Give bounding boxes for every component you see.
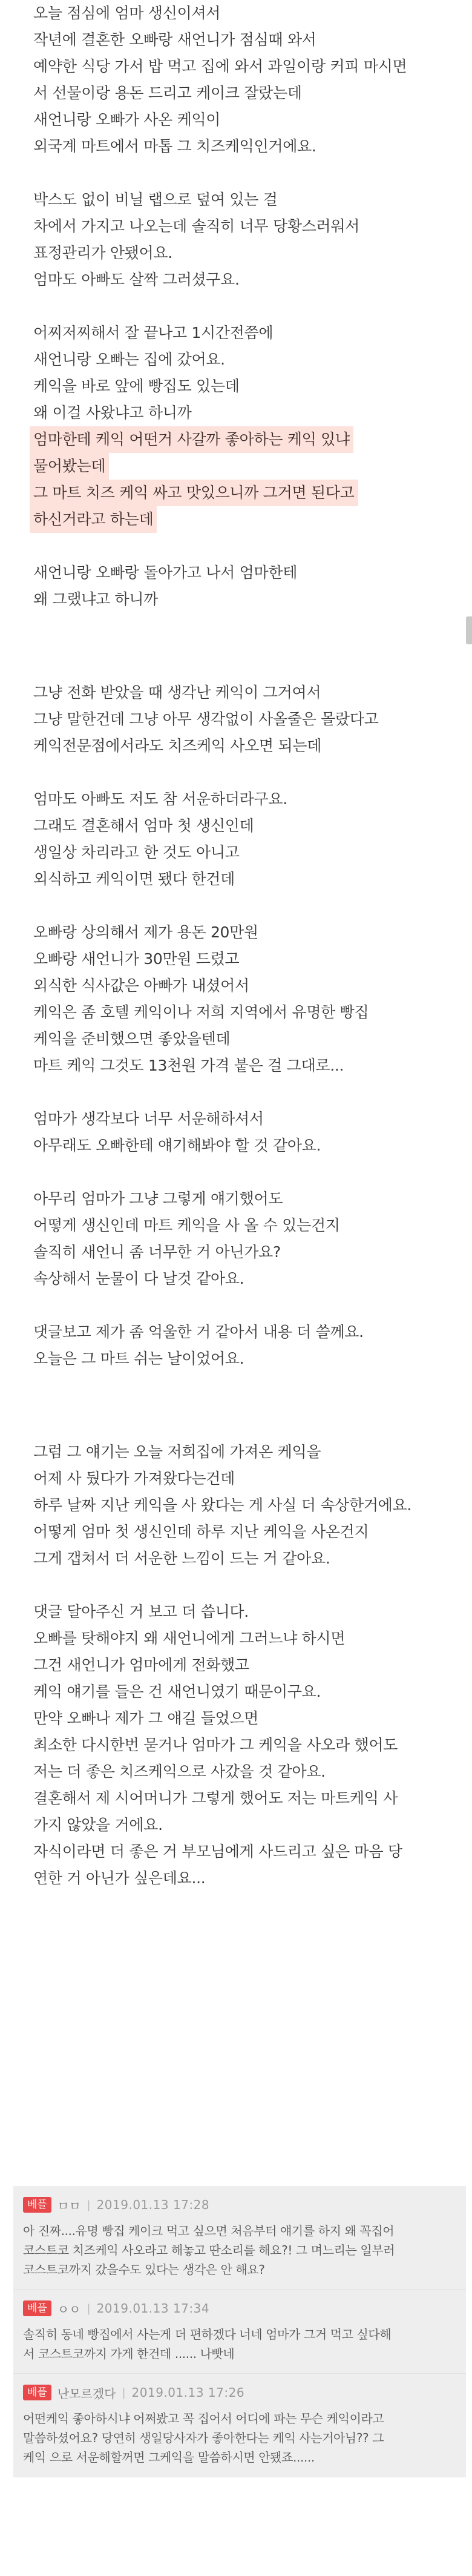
divider: | bbox=[87, 2198, 91, 2211]
post-line: 케익을 바로 앞에 빵집도 있는데 bbox=[33, 377, 240, 395]
comment-date: 2019.01.13 17:34 bbox=[96, 2301, 210, 2316]
comment-date: 2019.01.13 17:28 bbox=[96, 2198, 210, 2212]
paragraph-4 bbox=[33, 560, 451, 613]
post-line: 그건 새언니가 엄마에게 전화했고 bbox=[33, 1656, 249, 1674]
highlighted-line: 하신거라고 하는데 bbox=[30, 506, 157, 533]
post-line: 새언니랑 오빠가 사온 케익이 bbox=[33, 111, 221, 128]
paragraph-7 bbox=[33, 919, 451, 1079]
post-line: 마트 케익 그것도 13천원 가격 붙은 걸 그대로... bbox=[33, 1057, 344, 1074]
post-line: 어찌저찌해서 잘 끝나고 1시간전쯤에 bbox=[33, 324, 274, 342]
comment-date: 2019.01.13 17:26 bbox=[131, 2385, 245, 2400]
paragraph-gap bbox=[33, 759, 451, 786]
post-line: 하루 날짜 지난 케익을 사 왔다는 게 사실 더 속상한거에요. bbox=[33, 1496, 412, 1514]
paragraph-11 bbox=[33, 1439, 451, 1572]
scroll-marker[interactable] bbox=[466, 616, 472, 644]
post-line: 차에서 가지고 나오는데 솔직히 너무 당황스러워서 bbox=[33, 217, 360, 235]
post-line: 솔직히 새언니 좀 너무한 거 아닌가요? bbox=[33, 1243, 281, 1261]
highlighted-line: 그 마트 치즈 케익 싸고 맛있으니까 그거면 된다고 bbox=[30, 480, 358, 506]
post-line: 자식이라면 더 좋은 거 부모님에게 사드리고 싶은 마음 당 bbox=[33, 1843, 402, 1860]
post-line: 케익을 준비했으면 좋았을텐데 bbox=[33, 1030, 231, 1048]
divider: | bbox=[87, 2302, 91, 2315]
post-line: 케익전문점에서라도 치즈케익 사오면 되는데 bbox=[33, 737, 322, 755]
post-line: 오늘 점심에 엄마 생신이셔서 bbox=[33, 4, 221, 22]
comment-text bbox=[23, 2325, 456, 2363]
paragraph-gap bbox=[33, 1292, 451, 1319]
post-line: 어떻게 생신인데 마트 케익을 사 올 수 있는건지 bbox=[33, 1217, 340, 1234]
best-badge: 베플 bbox=[23, 2385, 51, 2400]
paragraph-5 bbox=[33, 679, 451, 759]
paragraph-6 bbox=[33, 786, 451, 893]
post-line: 속상해서 눈물이 다 날것 같아요. bbox=[33, 1270, 244, 1287]
paragraph-gap bbox=[33, 639, 451, 679]
comment-line: 말씀하셨어요? 당연히 생일당사자가 좋아한다는 케익 사는거아님?? 그 bbox=[23, 2431, 384, 2445]
post-body bbox=[33, 0, 451, 1892]
paragraph-9 bbox=[33, 1186, 451, 1292]
post-line: 오빠를 탓해야지 왜 새언니에게 그러느냐 하시면 bbox=[33, 1630, 346, 1647]
post-line: 새언니랑 오빠랑 돌아가고 나서 엄마한테 bbox=[33, 564, 298, 581]
post-line: 새언니랑 오빠는 집에 갔어요. bbox=[33, 351, 225, 368]
paragraph-gap bbox=[33, 160, 451, 187]
post-line: 아무래도 오빠한테 얘기해봐야 할 것 같아요. bbox=[33, 1137, 321, 1154]
post-line: 엄마도 아빠도 저도 참 서운하더라구요. bbox=[33, 790, 287, 808]
paragraph-8 bbox=[33, 1106, 451, 1159]
best-badge: 베플 bbox=[23, 2197, 51, 2213]
post-line: 오빠랑 상의해서 제가 용돈 20만원 bbox=[33, 923, 258, 941]
post-line: 생일상 차리라고 한 것도 아니고 bbox=[33, 844, 240, 861]
paragraph-gap bbox=[33, 1572, 451, 1599]
paragraph-gap bbox=[33, 613, 451, 639]
post-line: 케익은 좀 호텔 케익이나 저희 지역에서 유명한 빵집 bbox=[33, 1003, 369, 1021]
paragraph-gap bbox=[33, 1399, 451, 1439]
comment-text bbox=[23, 2409, 456, 2467]
post-line: 케익 얘기를 들은 건 새언니였기 때문이구요. bbox=[33, 1683, 321, 1700]
post-line: 댓글 달아주신 거 보고 더 씁니다. bbox=[33, 1603, 249, 1620]
post-line: 왜 그랬냐고 하니까 bbox=[33, 590, 159, 608]
comment-item bbox=[13, 2290, 466, 2374]
highlighted-line: 물어봤는데 bbox=[30, 453, 109, 480]
post-line: 그래도 결혼해서 엄마 첫 생신인데 bbox=[33, 817, 254, 834]
best-comments bbox=[13, 2186, 466, 2477]
paragraph-gap bbox=[33, 1372, 451, 1399]
post-line: 왜 이걸 사왔냐고 하니까 bbox=[33, 404, 192, 421]
paragraph-12 bbox=[33, 1599, 451, 1892]
post-line: 연한 거 아닌가 싶은데요... bbox=[33, 1869, 206, 1887]
best-badge: 베플 bbox=[23, 2300, 51, 2316]
comment-line: 코스트코 치즈케익 사오라고 해놓고 딴소리를 해요?! 그 며느리는 일부러 bbox=[23, 2243, 395, 2257]
post-line: 아무리 엄마가 그냥 그렇게 얘기했어도 bbox=[33, 1190, 283, 1207]
post-line: 결혼해서 제 시어머니가 그렇게 했어도 저는 마트케익 사 bbox=[33, 1789, 398, 1807]
paragraph-gap bbox=[33, 293, 451, 320]
comment-author[interactable]: 난모르겠다 bbox=[57, 2386, 116, 2401]
paragraph-gap bbox=[33, 893, 451, 919]
post-line: 만약 오빠나 제가 그 얘길 들었으면 bbox=[33, 1709, 259, 1727]
post-line: 그게 갭쳐서 더 서운한 느낌이 드는 거 같아요. bbox=[33, 1550, 330, 1567]
post-line: 엄마도 아빠도 살짝 그러셨구요. bbox=[33, 271, 240, 288]
paragraph-10 bbox=[33, 1319, 451, 1372]
comment-text bbox=[23, 2221, 456, 2279]
post-line: 어떻게 엄마 첫 생신인데 하루 지난 케익을 사온건지 bbox=[33, 1523, 369, 1541]
paragraph-gap bbox=[33, 1079, 451, 1106]
comment-item bbox=[13, 2374, 466, 2477]
comment-line: 코스트코까지 갔을수도 있다는 생각은 안 해요? bbox=[23, 2262, 265, 2277]
comment-line: 어떤케익 좋아하시냐 어쩌봤고 꼭 집어서 어디에 파는 무슨 케익이라고 bbox=[23, 2411, 384, 2426]
post-line: 외식하고 케익이면 됐다 한건데 bbox=[33, 870, 235, 888]
post-line: 그냥 전화 받았을 때 생각난 케익이 그거여서 bbox=[33, 684, 321, 701]
comment-header bbox=[23, 2195, 456, 2215]
comment-author[interactable]: ㅇㅇ bbox=[57, 2302, 81, 2317]
post-line: 그냥 말한건데 그냥 아무 생각없이 사올줄은 몰랐다고 bbox=[33, 710, 379, 728]
comment-author[interactable]: ㅁㅁ bbox=[57, 2198, 81, 2213]
post-line: 서 선물이랑 용돈 드리고 케이크 잘랐는데 bbox=[33, 84, 302, 102]
comment-item bbox=[13, 2186, 466, 2290]
post-line: 박스도 없이 비닐 랩으로 덮여 있는 걸 bbox=[33, 191, 278, 208]
comment-header bbox=[23, 2382, 456, 2403]
paragraph-2 bbox=[33, 187, 451, 293]
post-line: 엄마가 생각보다 너무 서운해하셔서 bbox=[33, 1110, 264, 1128]
comment-header bbox=[23, 2298, 456, 2319]
post-line: 그럼 그 얘기는 오늘 저희집에 가져온 케익을 bbox=[33, 1443, 321, 1461]
paragraph-gap bbox=[33, 533, 451, 560]
post-line: 오빠랑 새언니가 30만원 드렸고 bbox=[33, 950, 240, 968]
post-line: 예약한 식당 가서 밥 먹고 집에 와서 과일이랑 커피 마시면 bbox=[33, 58, 407, 75]
post-line: 어제 사 뒀다가 가져왔다는건데 bbox=[33, 1470, 235, 1487]
comment-line: 케익 으로 서운해할꺼면 그케익을 말씀하시면 안됐죠...... bbox=[23, 2450, 315, 2465]
post-line: 표정관리가 안됐어요. bbox=[33, 244, 172, 262]
post-line: 오늘은 그 마트 쉬는 날이었어요. bbox=[33, 1350, 244, 1367]
paragraph-gap bbox=[33, 1159, 451, 1186]
post-line: 외국계 마트에서 마톱 그 치즈케익인거에요. bbox=[33, 137, 316, 155]
post-line: 저는 더 좋은 치즈케익으로 사갔을 것 같아요. bbox=[33, 1763, 326, 1780]
comment-line: 솔직히 동네 빵집에서 사는게 더 편하겠다 너네 엄마가 그거 먹고 싶다해 bbox=[23, 2327, 392, 2342]
post-line: 작년에 결혼한 오빠랑 새언니가 점심때 와서 bbox=[33, 31, 316, 48]
post-line: 가지 않았을 거에요. bbox=[33, 1816, 163, 1834]
post-line: 댓글보고 제가 좀 억울한 거 같아서 내용 더 쓸께요. bbox=[33, 1323, 364, 1341]
paragraph-1 bbox=[33, 0, 451, 160]
divider: | bbox=[122, 2386, 126, 2399]
highlighted-line: 엄마한테 케익 어떤거 사갈까 좋아하는 케익 있냐 bbox=[30, 426, 353, 453]
comment-line: 아 진짜....유명 빵집 케이크 먹고 싶으면 처음부터 얘기를 하지 왜 꼭집어 bbox=[23, 2224, 395, 2238]
paragraph-3 bbox=[33, 320, 451, 533]
post-line: 외식한 식사값은 아빠가 내셨어서 bbox=[33, 977, 249, 994]
comment-line: 서 코스트코까지 가게 한건데 ...... 나빳네 bbox=[23, 2346, 235, 2361]
post-line: 최소한 다시한번 묻거나 엄마가 그 케익을 사오라 했어도 bbox=[33, 1736, 398, 1754]
